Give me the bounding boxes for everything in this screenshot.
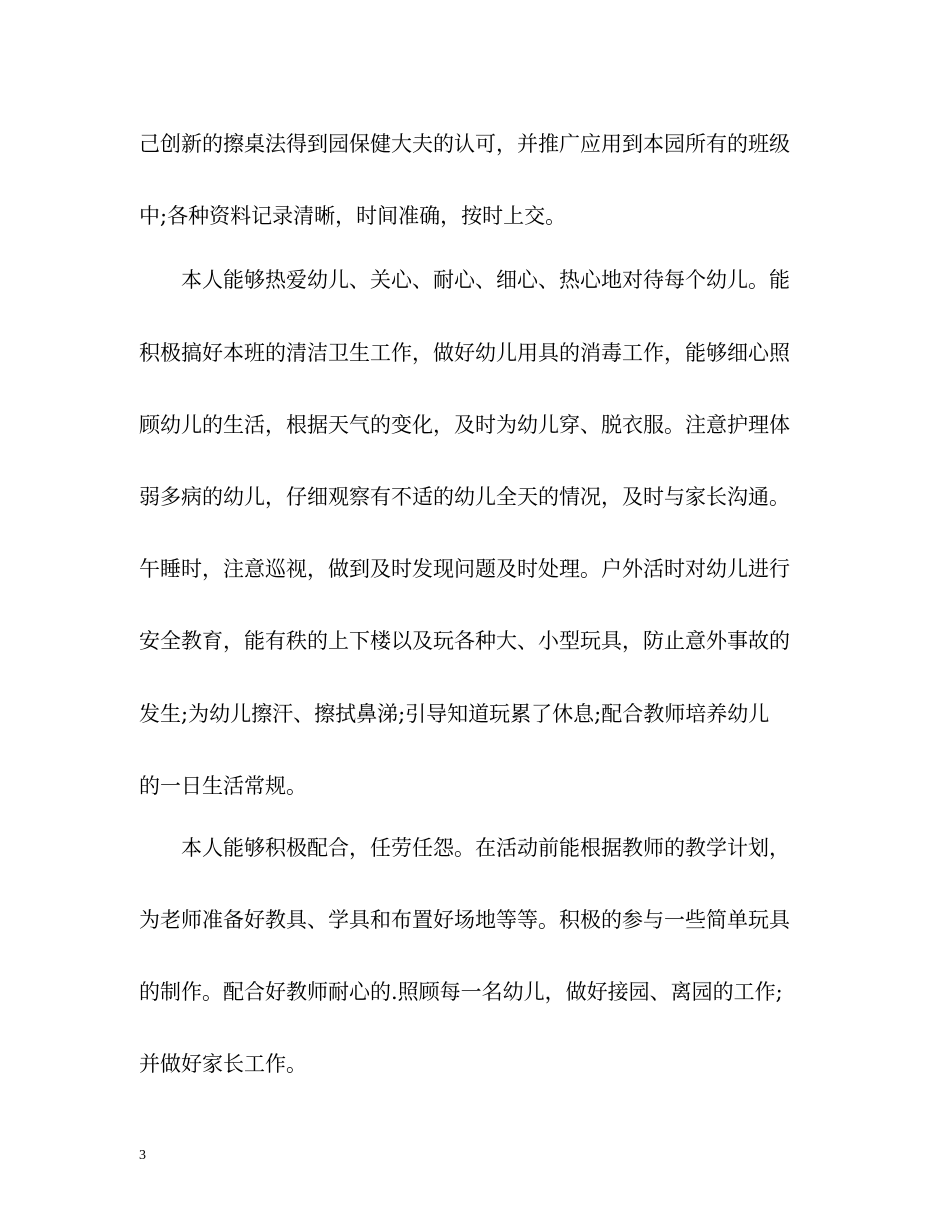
text-line: 安全教育，能有秩的上下楼以及玩各种大、小型玩具，防止意外事故的: [139, 629, 790, 653]
text-line: 的制作。配合好教师耐心的.照顾每一名幼儿，做好接园、离园的工作;: [139, 980, 783, 1004]
text-line: 顾幼儿的生活，根据天气的变化，及时为幼儿穿、脱衣服。注意护理体: [139, 413, 790, 437]
text-line: 为老师准备好教具、学具和布置好场地等等。积极的参与一些简单玩具: [139, 908, 790, 932]
text-line: 积极搞好本班的清洁卫生工作，做好幼儿用具的消毒工作，能够细心照: [139, 341, 790, 365]
paragraph-start-line: 本人能够热爱幼儿、关心、耐心、细心、热心地对待每个幼儿。能: [181, 268, 790, 292]
text-line: 发生;为幼儿擦汗、擦拭鼻涕;引导知道玩累了休息;配合教师培养幼儿: [139, 702, 770, 726]
text-line: 己创新的擦桌法得到园保健大夫的认可，并推广应用到本园所有的班级: [139, 132, 790, 156]
page-number: 3: [139, 1148, 146, 1163]
text-line: 中;各种资料记录清晰，时间准确，按时上交。: [139, 204, 567, 228]
text-line: 并做好家长工作。: [139, 1052, 307, 1076]
text-line: 的一日生活常规。: [139, 774, 307, 798]
text-line: 午睡时，注意巡视，做到及时发现问题及时处理。户外活时对幼儿进行: [139, 557, 790, 581]
text-line: 弱多病的幼儿，仔细观察有不适的幼儿全天的情况，及时与家长沟通。: [139, 485, 790, 509]
paragraph-start-line: 本人能够积极配合，任劳任怨。在活动前能根据教师的教学计划，: [181, 836, 790, 860]
